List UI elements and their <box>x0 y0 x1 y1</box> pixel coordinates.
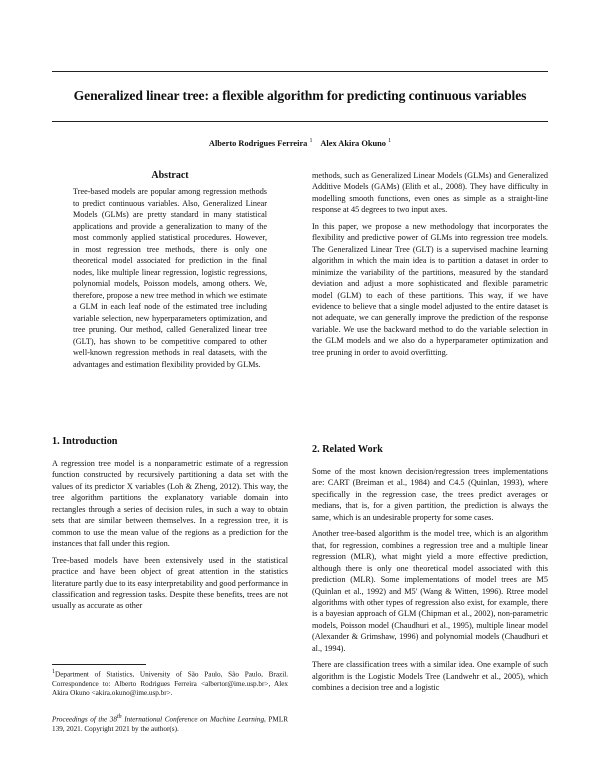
paragraph: Another tree-based algorithm is the model tree, which is an algorithm that, for regression, combines a regression tree and a multiple linear regression (MLR), what might yield a more effective prediction, although there is only one theoretical model associated with this prediction (MLR). Some implementations of model trees are M5 (Quinlan et al., 1992) and M5' (Wang & Witten, 1996). Rtree model algorithms with other types of regression also exist, for example, there is a bayesian approach of GLM (Chipman et al., 2002), non-parametric models, Poisson model (Chaudhuri et al., 1995), multiple linear model (Alexander & Grimshaw, 1996) and polynomial models (Chaudhuri et al., 1994). <box>312 529 548 653</box>
paragraph: A regression tree model is a nonparametric estimate of a regression function constructed by recursively partitioning a data set with the values of its predictor X variables (Loh & Zheng, 2012). This way, the tree algorithm partitions the explanatory variable domain into rectangles through a series of decision rules, in such a way to obtain sets that are similar between themselves. In a regression tree, it is common to use the mean value of the regions as a prediction for the instances that fall under this region. <box>52 459 288 549</box>
section-heading-introduction: 1. Introduction <box>52 436 118 447</box>
proceedings-ordinal: th <box>116 714 122 720</box>
author-list <box>0 138 600 148</box>
paragraph: methods, such as Generalized Linear Models (GLMs) and Generalized Additive Models (GAMs) (Elith et al., 2008). They have difficulty in modelling smooth functions, even ones as simple as a straight-line response at 45 degrees to two input axes. <box>312 171 548 215</box>
proceedings-note <box>52 713 288 735</box>
right-column-intro-continued <box>312 170 548 363</box>
section-heading-related-work: 2. Related Work <box>312 444 383 455</box>
author-affiliation-mark: 1 <box>309 138 313 144</box>
abstract-text: Tree-based models are popular among regression methods to predict continuous variables. Also, Generalized Linear Models (GLMs) are pretty standard in many statistical applications and provide a generalization to many of the most commonly applied statistical procedures. However, in most regression tree methods, there is only one theoretical model associated for prediction in the final nodes, like multiple linear regression, logistic regressions, polynomial models, Poisson models, among others. We, therefore, propose a new tree method in which we estimate a GLM in each leaf node of the estimated tree including variable selection, new hyperparameters optimization, and tree pruning. Our method, called Generalized linear tree (GLT), has shown to be competitive compared to other well-known regression methods in real datasets, with the advantages and estimation flexibility provided by GLMs. <box>73 187 267 369</box>
paper-title: Generalized linear tree: a flexible algorithm for predicting continuous variables <box>73 88 527 103</box>
proceedings-copyright: , PMLR 139, 2021. Copyright 2021 by the author(s). <box>52 715 288 733</box>
affiliation-footnote <box>52 668 288 699</box>
paragraph: Some of the most known decision/regression trees implementations are: CART (Breiman et al., 1984) and C4.5 (Quinlan, 1993), where specifically in the regression case, the trees predict averages or medians, that is, for a given partition, the prediction is always the same, which is an undesirable property for some cases. <box>312 467 548 522</box>
related-work-body <box>312 466 548 699</box>
introduction-body <box>52 458 288 617</box>
abstract-body <box>73 186 267 375</box>
proceedings-venue-b: International Conference on Machine Learning <box>121 715 265 724</box>
title-bottom-rule <box>52 121 548 122</box>
title-top-rule <box>52 71 548 72</box>
footnote-text: Department of Statistics, University of São Paulo, São Paulo, Brazil. Correspondence to: Alberto Rodrigues Ferreira <albertor@ime.usp.br>, Alex Akira Okuno <akira.okuno@ime.usp.br>. <box>52 670 288 698</box>
abstract-heading: Abstract <box>151 170 189 181</box>
paragraph: In this paper, we propose a new methodology that incorporates the flexibility and predictive power of GLMs into regression tree models. The Generalized Linear Tree (GLT) is a supervised machine learning algorithm in which the main idea is to partition a dataset in order to minimize the variability of the partitions, measured by the standard deviation and adjust a more sophisticated and flexible parametric model (GLM) to each of these partitions. This way, if we have evidence to believe that a single model adjusted to the entire dataset is not adequate, we can generally improve the prediction of the response variable. We use the backward method to do the variable selection in the GLM models and we also do a hyperparameter optimization and tree pruning in order to avoid overfitting. <box>312 221 548 357</box>
footnote-rule <box>52 664 146 665</box>
paragraph: There are classification trees with a similar idea. One example of such algorithm is the Logistic Models Tree (Landwehr et al., 2005), which combines a decision tree and a logistic <box>312 660 548 693</box>
author-affiliation-mark: 1 <box>388 138 392 144</box>
author-name: Alberto Rodrigues Ferreira <box>208 138 308 148</box>
footnote-mark: 1 <box>52 669 55 675</box>
author-name: Alex Akira Okuno <box>320 138 386 148</box>
paragraph: Tree-based models have been extensively used in the statistical practice and have been object of great attention in the statistics literature partly due to its easy interpretability and good performance in classification and regression tasks. Despite these benefits, trees are not usually as accurate as other <box>52 555 288 611</box>
proceedings-venue-a: Proceedings of the 38 <box>52 715 117 724</box>
